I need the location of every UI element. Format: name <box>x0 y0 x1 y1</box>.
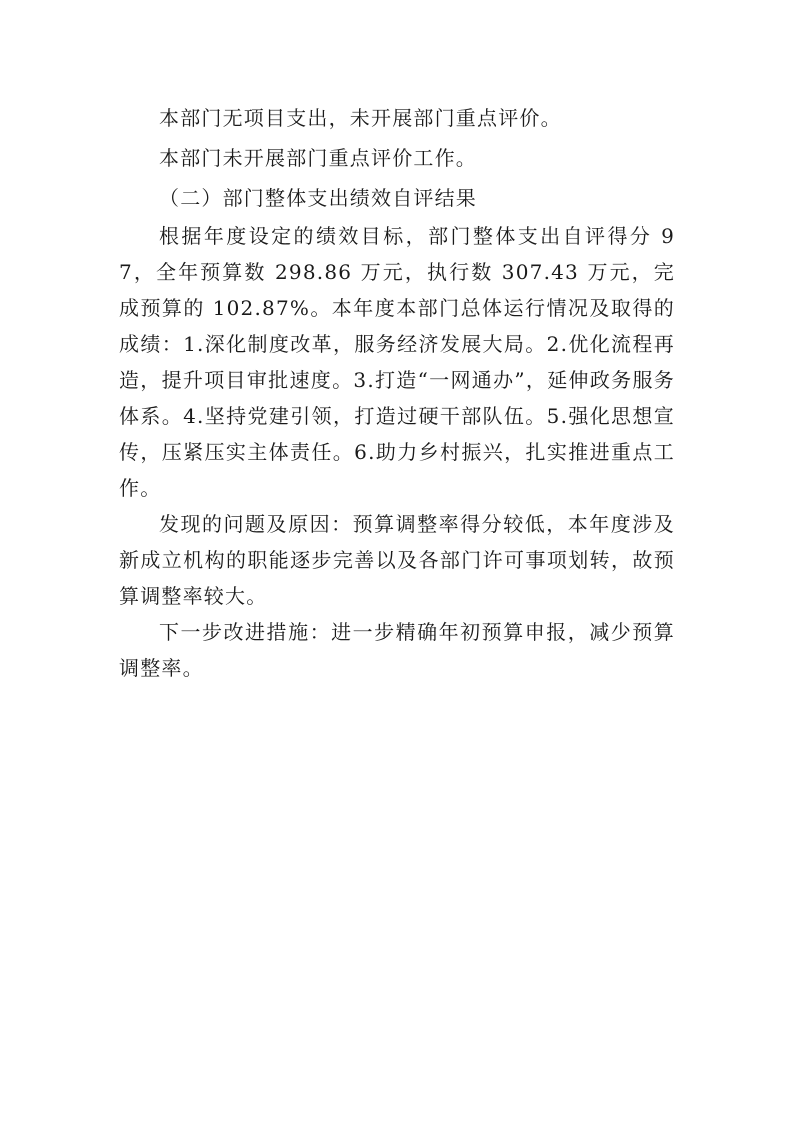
paragraph-problems-and-causes: 发现的问题及原因：预算调整率得分较低，本年度涉及新成立机构的职能逐步完善以及各部门许可事项划转，故预算调整率较大。 <box>119 512 675 608</box>
paragraph-improvement-measures: 下一步改进措施：进一步精确年初预算申报，减少预算调整率。 <box>119 620 675 680</box>
paragraph-no-key-evaluation: 本部门未开展部门重点评价工作。 <box>159 146 477 170</box>
paragraph-self-evaluation-results: 根据年度设定的绩效目标，部门整体支出自评得分 97，全年预算数 298.86 万元，执行数 307.43 万元，完成预算的 102.87%。本年度本部门总体运行情况及取得的成绩：1.深化制度改革，服务经济发展大局。2.优化流程再造，提升项目审批速度。3.打造“一网通办”，延伸政务服务体系。4.坚持党建引领，打造过硬干部队伍。5.强化思想宣传，压紧压实主体责任。6.助力乡村振兴，扎实推进重点工作。 <box>119 224 675 500</box>
document-body <box>119 98 675 686</box>
paragraph-no-project-expenditure: 本部门无项目支出，未开展部门重点评价。 <box>159 106 562 130</box>
section-heading: （二）部门整体支出绩效自评结果 <box>159 186 477 210</box>
